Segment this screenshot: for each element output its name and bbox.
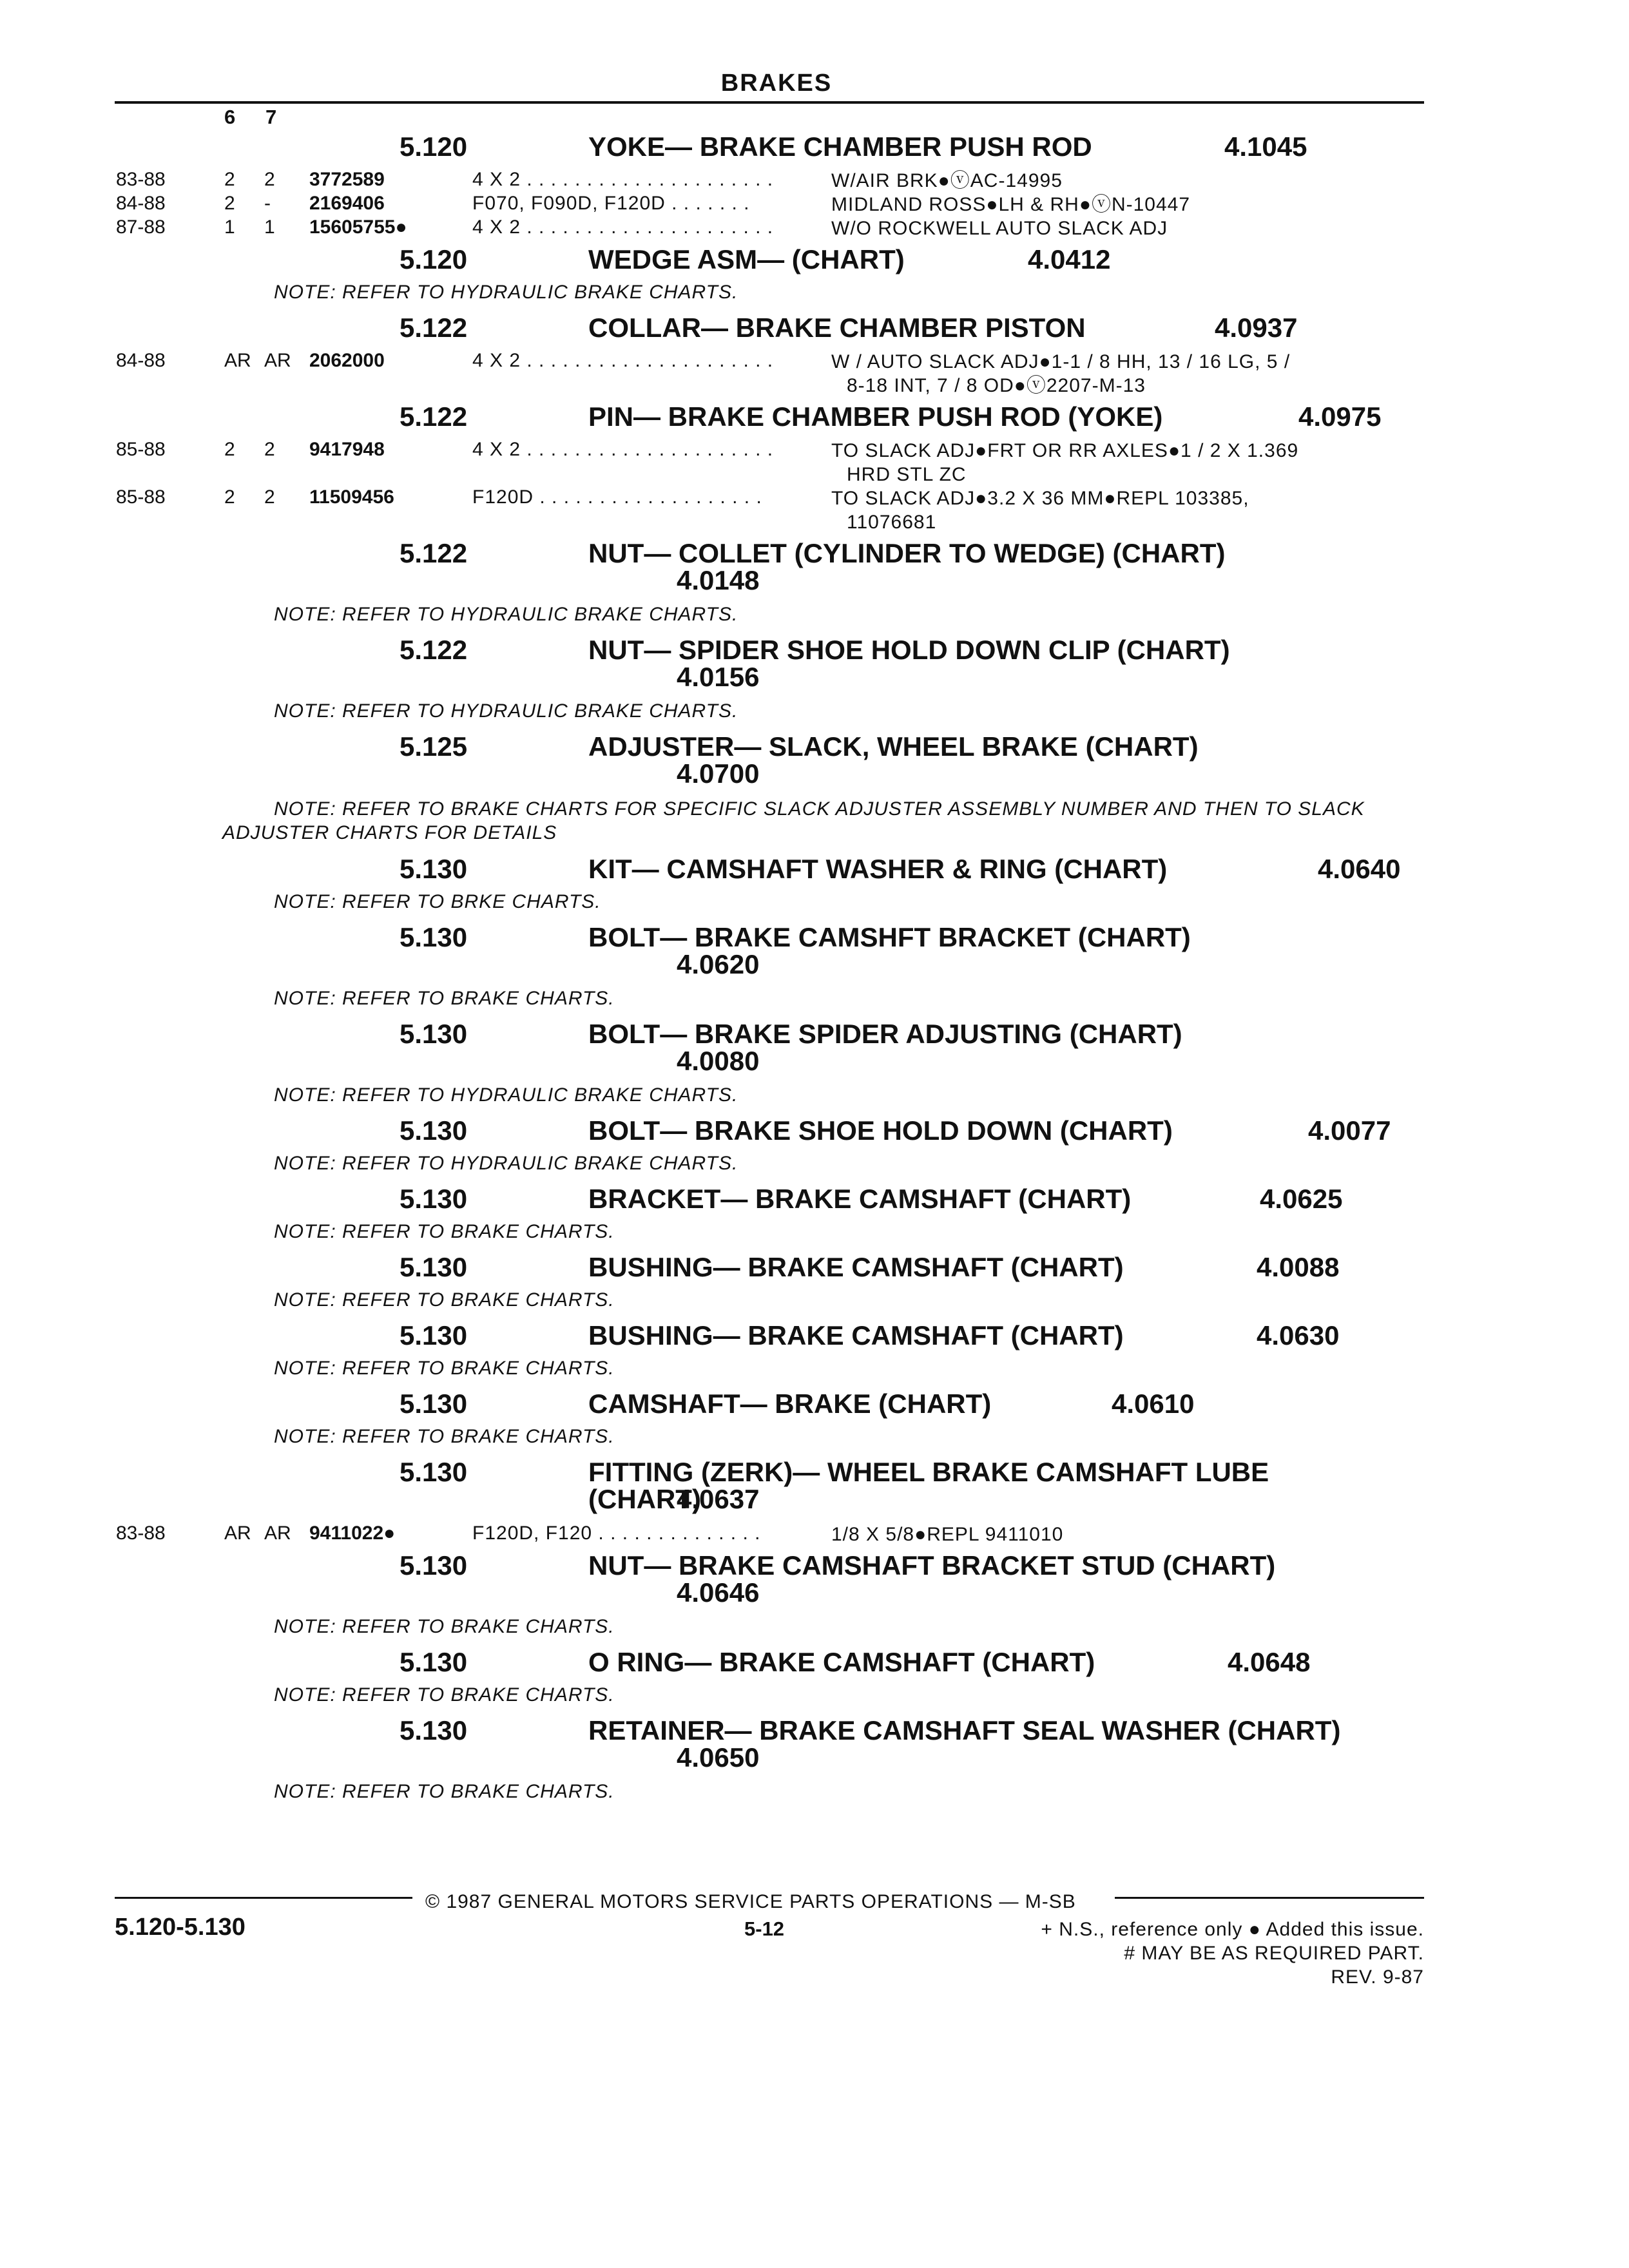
entry-heading bbox=[0, 917, 1629, 986]
section-number: 5.130 bbox=[400, 854, 468, 884]
entry-heading bbox=[0, 1452, 1629, 1521]
catalog-number: 4.0080 bbox=[677, 1046, 760, 1076]
section-number: 5.120 bbox=[400, 244, 468, 274]
quantity-6: AR bbox=[224, 350, 251, 371]
catalog-number: 4.0620 bbox=[677, 949, 760, 979]
entry-note: NOTE: REFER TO HYDRAULIC BRAKE CHARTS. bbox=[274, 1084, 738, 1106]
footer-divider-left bbox=[115, 1897, 412, 1899]
part-description bbox=[831, 350, 1290, 398]
model-years: 84-88 bbox=[116, 350, 166, 371]
catalog-number: 4.0648 bbox=[1228, 1647, 1311, 1677]
quantity-6: 1 bbox=[224, 216, 235, 238]
catalog-number: 4.0650 bbox=[677, 1742, 760, 1773]
description-line: W / AUTO SLACK ADJ●1-1 / 8 HH, 13 / 16 LG, 5 / bbox=[831, 351, 1291, 372]
description-line: TO SLACK ADJ●3.2 X 36 MM●REPL 103385, bbox=[831, 488, 1249, 509]
legend-line: + N.S., reference only ● Added this issue. bbox=[1041, 1919, 1424, 1940]
model-years: 83-88 bbox=[116, 169, 166, 190]
quantity-7: 2 bbox=[264, 169, 275, 190]
quantity-6: 2 bbox=[224, 439, 235, 460]
part-title: BOLT— BRAKE SPIDER ADJUSTING (CHART) bbox=[588, 1019, 1182, 1049]
model-application: F120D . . . . . . . . . . . . . . . . . . . bbox=[472, 486, 762, 508]
part-number: 2062000 bbox=[309, 350, 385, 371]
part-title: NUT— COLLET (CYLINDER TO WEDGE) (CHART) bbox=[588, 538, 1226, 568]
section-title: BRAKES bbox=[720, 70, 833, 97]
entry-heading bbox=[0, 239, 1629, 280]
section-number: 5.122 bbox=[400, 538, 468, 568]
entry-heading bbox=[0, 1315, 1629, 1356]
part-number: 9411022● bbox=[309, 1523, 396, 1544]
section-number: 5.130 bbox=[400, 1647, 468, 1677]
section-number: 5.130 bbox=[400, 1115, 468, 1146]
model-years: 84-88 bbox=[116, 193, 166, 214]
quantity-6: 2 bbox=[224, 486, 235, 508]
catalog-number: 4.0077 bbox=[1308, 1115, 1391, 1146]
part-title: NUT— SPIDER SHOE HOLD DOWN CLIP (CHART) bbox=[588, 635, 1230, 665]
quantity-6: AR bbox=[224, 1523, 251, 1544]
quantity-7: - bbox=[264, 193, 271, 214]
section-number: 5.122 bbox=[400, 401, 468, 432]
catalog-number: 4.0610 bbox=[1112, 1389, 1195, 1419]
entry-heading bbox=[0, 849, 1629, 890]
quantity-7: AR bbox=[264, 350, 291, 371]
part-title: COLLAR— BRAKE CHAMBER PISTON bbox=[588, 312, 1086, 343]
entry-note: NOTE: REFER TO BRAKE CHARTS. bbox=[274, 1616, 615, 1637]
part-title: BRACKET— BRAKE CAMSHAFT (CHART) bbox=[588, 1184, 1132, 1214]
entry-heading bbox=[0, 1710, 1629, 1780]
model-years: 87-88 bbox=[116, 216, 166, 238]
quantity-6: 2 bbox=[224, 169, 235, 190]
catalog-number: 4.0630 bbox=[1257, 1320, 1340, 1350]
catalog-number: 4.0700 bbox=[677, 758, 760, 789]
entry-note: NOTE: REFER TO HYDRAULIC BRAKE CHARTS. bbox=[274, 700, 738, 722]
part-title: WEDGE ASM— (CHART) bbox=[588, 244, 905, 274]
copyright-notice: © 1987 GENERAL MOTORS SERVICE PARTS OPERATIONS — M-SB bbox=[425, 1891, 1076, 1912]
entry-heading bbox=[0, 533, 1629, 602]
part-description bbox=[831, 439, 1298, 486]
entry-heading bbox=[0, 629, 1629, 699]
description-line: W/AIR BRK●ⓥAC-14995 bbox=[831, 170, 1063, 191]
part-number: 9417948 bbox=[309, 439, 385, 460]
description-line: MIDLAND ROSS●LH & RH●ⓥN-10447 bbox=[831, 194, 1191, 215]
part-title: FITTING (ZERK)— WHEEL BRAKE CAMSHAFT LUBE bbox=[588, 1457, 1269, 1487]
catalog-number: 4.0412 bbox=[1028, 244, 1111, 274]
entry-heading bbox=[0, 1178, 1629, 1220]
entry-heading bbox=[0, 726, 1629, 796]
part-number: 15605755● bbox=[309, 216, 407, 238]
part-title: BOLT— BRAKE CAMSHFT BRACKET (CHART) bbox=[588, 922, 1191, 952]
part-row bbox=[0, 215, 1629, 239]
entry-note: NOTE: REFER TO HYDRAULIC BRAKE CHARTS. bbox=[274, 1153, 738, 1174]
part-row bbox=[0, 437, 1629, 485]
catalog-number: 4.1045 bbox=[1224, 131, 1307, 162]
part-description bbox=[831, 169, 1063, 193]
entry-heading bbox=[0, 1110, 1629, 1151]
section-number: 5.130 bbox=[400, 1715, 468, 1745]
part-row bbox=[0, 168, 1629, 191]
entry-note: NOTE: REFER TO BRAKE CHARTS. bbox=[274, 1289, 615, 1311]
quantity-6: 2 bbox=[224, 193, 235, 214]
quantity-7: AR bbox=[264, 1523, 291, 1544]
section-number: 5.120 bbox=[400, 131, 468, 162]
entry-note: NOTE: REFER TO BRAKE CHARTS. bbox=[274, 988, 615, 1009]
part-title: KIT— CAMSHAFT WASHER & RING (CHART) bbox=[588, 854, 1168, 884]
qty-column-header-7: 7 bbox=[265, 106, 277, 128]
model-years: 83-88 bbox=[116, 1523, 166, 1544]
legend-line: REV. 9-87 bbox=[1331, 1966, 1424, 1988]
entry-heading bbox=[0, 1247, 1629, 1288]
section-number: 5.130 bbox=[400, 922, 468, 952]
catalog-number: 4.0937 bbox=[1215, 312, 1298, 343]
description-line: 8-18 INT, 7 / 8 OD●ⓥ2207-M-13 bbox=[847, 375, 1146, 396]
legend-line: # MAY BE AS REQUIRED PART. bbox=[1124, 1943, 1424, 1964]
part-row bbox=[0, 191, 1629, 215]
catalog-number: 4.0646 bbox=[677, 1577, 760, 1608]
part-description bbox=[831, 193, 1190, 216]
part-number: 2169406 bbox=[309, 193, 385, 214]
section-number: 5.130 bbox=[400, 1389, 468, 1419]
entry-note: NOTE: REFER TO BRAKE CHARTS. bbox=[274, 1684, 615, 1706]
description-line: W/O ROCKWELL AUTO SLACK ADJ bbox=[831, 218, 1168, 239]
section-number: 5.130 bbox=[400, 1457, 468, 1487]
part-title: CAMSHAFT— BRAKE (CHART) bbox=[588, 1389, 992, 1419]
section-number: 5.122 bbox=[400, 635, 468, 665]
part-number: 3772589 bbox=[309, 169, 385, 190]
entry-note: NOTE: REFER TO BRAKE CHARTS. bbox=[274, 1358, 615, 1379]
description-line: TO SLACK ADJ●FRT OR RR AXLES●1 / 2 X 1.369 bbox=[831, 440, 1299, 461]
entry-note: NOTE: REFER TO BRAKE CHARTS. bbox=[274, 1781, 615, 1802]
part-row bbox=[0, 349, 1629, 396]
section-number: 5.130 bbox=[400, 1019, 468, 1049]
qty-column-header-6: 6 bbox=[224, 106, 236, 128]
entry-note: NOTE: REFER TO BRAKE CHARTS. bbox=[274, 1221, 615, 1242]
model-application: F070, F090D, F120D . . . . . . . bbox=[472, 193, 750, 214]
entry-heading bbox=[0, 307, 1629, 349]
model-years: 85-88 bbox=[116, 439, 166, 460]
entry-note: NOTE: REFER TO HYDRAULIC BRAKE CHARTS. bbox=[274, 604, 738, 625]
part-title: ADJUSTER— SLACK, WHEEL BRAKE (CHART) bbox=[588, 731, 1199, 762]
model-years: 85-88 bbox=[116, 486, 166, 508]
part-title: RETAINER— BRAKE CAMSHAFT SEAL WASHER (CHART) bbox=[588, 1715, 1341, 1745]
entry-note: NOTE: REFER TO BRAKE CHARTS. bbox=[274, 1426, 615, 1447]
header-divider bbox=[115, 101, 1424, 104]
model-application: F120D, F120 . . . . . . . . . . . . . . bbox=[472, 1523, 761, 1544]
part-description bbox=[831, 486, 1249, 534]
page-number: 5-12 bbox=[744, 1917, 785, 1940]
part-title: BOLT— BRAKE SHOE HOLD DOWN (CHART) bbox=[588, 1115, 1173, 1146]
model-application: 4 X 2 . . . . . . . . . . . . . . . . . . . . . bbox=[472, 169, 774, 190]
section-number: 5.130 bbox=[400, 1550, 468, 1581]
entry-note: NOTE: REFER TO HYDRAULIC BRAKE CHARTS. bbox=[274, 282, 738, 303]
catalog-number: 4.0148 bbox=[677, 565, 760, 595]
part-row bbox=[0, 1521, 1629, 1545]
section-number: 5.125 bbox=[400, 731, 468, 762]
catalog-number: 4.0156 bbox=[677, 662, 760, 692]
quantity-7: 2 bbox=[264, 439, 275, 460]
legend bbox=[1041, 1917, 1424, 1989]
catalog-number: 4.0637 bbox=[677, 1484, 760, 1514]
part-title: YOKE— BRAKE CHAMBER PUSH ROD bbox=[588, 131, 1092, 162]
entry-note: NOTE: REFER TO BRAKE CHARTS FOR SPECIFIC SLACK ADJUSTER ASSEMBLY NUMBER AND THEN TO SLACK ADJUSTER CHARTS FOR DETAILS bbox=[222, 798, 1365, 843]
part-title: BUSHING— BRAKE CAMSHAFT (CHART) bbox=[588, 1252, 1124, 1282]
catalog-number: 4.0088 bbox=[1257, 1252, 1340, 1282]
section-number: 5.122 bbox=[400, 312, 468, 343]
part-row bbox=[0, 485, 1629, 533]
entry-heading bbox=[0, 1383, 1629, 1425]
part-description bbox=[831, 1523, 1063, 1546]
catalog-number: 4.0625 bbox=[1260, 1184, 1343, 1214]
catalog-number: 4.0975 bbox=[1298, 401, 1382, 432]
entry-heading bbox=[0, 126, 1629, 168]
description-line: 1/8 X 5/8●REPL 9411010 bbox=[831, 1524, 1064, 1545]
page-range: 5.120-5.130 bbox=[115, 1914, 246, 1941]
description-line: 11076681 bbox=[847, 512, 937, 533]
part-description bbox=[831, 216, 1168, 240]
part-title-continued: (CHART) bbox=[588, 1484, 701, 1514]
quantity-7: 1 bbox=[264, 216, 275, 238]
parts-entries-list bbox=[0, 126, 1629, 1807]
entry-heading bbox=[0, 1642, 1629, 1683]
entry-heading bbox=[0, 396, 1629, 437]
part-title: PIN— BRAKE CHAMBER PUSH ROD (YOKE) bbox=[588, 401, 1163, 432]
catalog-number: 4.0640 bbox=[1318, 854, 1401, 884]
entry-heading bbox=[0, 1014, 1629, 1083]
part-title: O RING— BRAKE CAMSHAFT (CHART) bbox=[588, 1647, 1095, 1677]
footer-divider-right bbox=[1115, 1897, 1424, 1899]
model-application: 4 X 2 . . . . . . . . . . . . . . . . . . . . . bbox=[472, 439, 774, 460]
model-application: 4 X 2 . . . . . . . . . . . . . . . . . . . . . bbox=[472, 350, 774, 371]
quantity-7: 2 bbox=[264, 486, 275, 508]
entry-note: NOTE: REFER TO BRKE CHARTS. bbox=[274, 891, 601, 912]
section-number: 5.130 bbox=[400, 1184, 468, 1214]
section-number: 5.130 bbox=[400, 1320, 468, 1350]
section-number: 5.130 bbox=[400, 1252, 468, 1282]
part-title: NUT— BRAKE CAMSHAFT BRACKET STUD (CHART) bbox=[588, 1550, 1276, 1581]
entry-heading bbox=[0, 1545, 1629, 1615]
part-number: 11509456 bbox=[309, 486, 394, 508]
description-line: HRD STL ZC bbox=[847, 464, 967, 485]
model-application: 4 X 2 . . . . . . . . . . . . . . . . . . . . . bbox=[472, 216, 774, 238]
part-title: BUSHING— BRAKE CAMSHAFT (CHART) bbox=[588, 1320, 1124, 1350]
